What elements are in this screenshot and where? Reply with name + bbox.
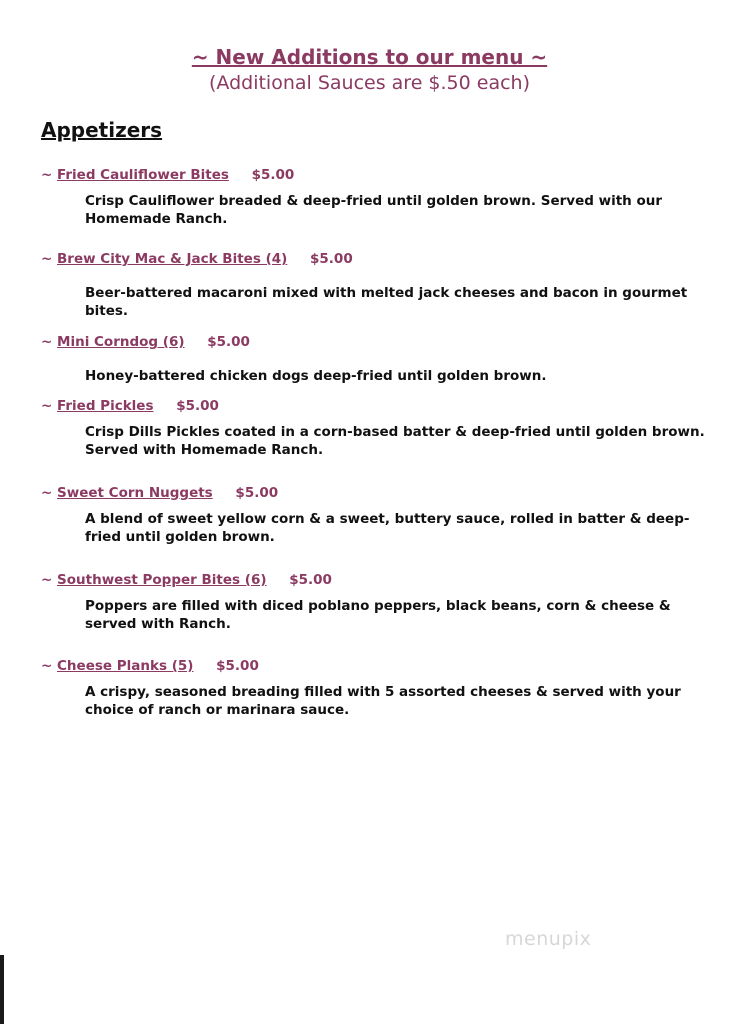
item-description: Beer-battered macaroni mixed with melted jack cheeses and bacon in gourmet bites.	[85, 285, 688, 319]
item-price: $5.00	[207, 334, 250, 350]
menu-item-header	[41, 333, 701, 351]
item-description: Honey-battered chicken dogs deep-fried until golden brown.	[85, 368, 547, 384]
item-description: Poppers are filled with diced poblano peppers, black beans, corn & cheese & served with Ranch.	[85, 598, 671, 632]
section-title-appetizers: Appetizers	[41, 118, 163, 142]
menu-item-header	[41, 657, 701, 675]
scan-edge-divider	[0, 955, 4, 1024]
item-price: $5.00	[235, 485, 279, 501]
menu-item-header	[41, 166, 701, 184]
menu-item	[41, 484, 701, 546]
item-description: Crisp Cauliflower breaded & deep-fried until golden brown. Served with our Homemade Ranch.	[85, 193, 662, 227]
item-name: Fried Cauliflower Bites	[57, 167, 229, 183]
menu-item-header	[41, 397, 701, 415]
page-subtitle: (Additional Sauces are $.50 each)	[209, 72, 530, 94]
menu-item-header	[41, 571, 701, 589]
item-description: A crispy, seasoned breading filled with 5 assorted cheeses & served with your choice of ranch or marinara sauce.	[85, 684, 681, 718]
menu-item-header	[41, 250, 701, 268]
item-prefix: ~	[41, 572, 53, 588]
item-prefix: ~	[41, 658, 53, 674]
item-name: Sweet Corn Nuggets	[57, 485, 213, 501]
item-prefix: ~	[41, 251, 53, 267]
menu-item	[41, 397, 705, 459]
item-prefix: ~	[41, 334, 53, 350]
menu-item	[41, 250, 701, 320]
item-description: A blend of sweet yellow corn & a sweet, buttery sauce, rolled in batter & deep-fried until golden brown.	[85, 511, 690, 545]
item-name: Cheese Planks (5)	[57, 658, 194, 674]
page-title: ~ New Additions to our menu ~	[191, 45, 548, 69]
item-prefix: ~	[41, 398, 53, 414]
item-name: Mini Corndog (6)	[57, 334, 185, 350]
item-prefix: ~	[41, 485, 53, 501]
menu-item	[41, 571, 701, 633]
watermark-logo: menupix	[505, 928, 592, 950]
menu-item	[41, 657, 701, 719]
menu-item	[41, 333, 701, 385]
menu-header	[0, 44, 739, 96]
item-description: Crisp Dills Pickles coated in a corn-based batter & deep-fried until golden brown. Served with Homemade Ranch.	[85, 424, 705, 458]
menu-item	[41, 166, 701, 228]
item-price: $5.00	[251, 167, 295, 183]
menu-item-header	[41, 484, 701, 502]
item-prefix: ~	[41, 167, 53, 183]
item-price: $5.00	[216, 658, 259, 674]
item-name: Southwest Popper Bites (6)	[57, 572, 267, 588]
item-name: Fried Pickles	[57, 398, 154, 414]
item-price: $5.00	[289, 572, 332, 588]
item-name: Brew City Mac & Jack Bites (4)	[57, 251, 288, 267]
item-price: $5.00	[176, 398, 219, 414]
item-price: $5.00	[310, 251, 353, 267]
